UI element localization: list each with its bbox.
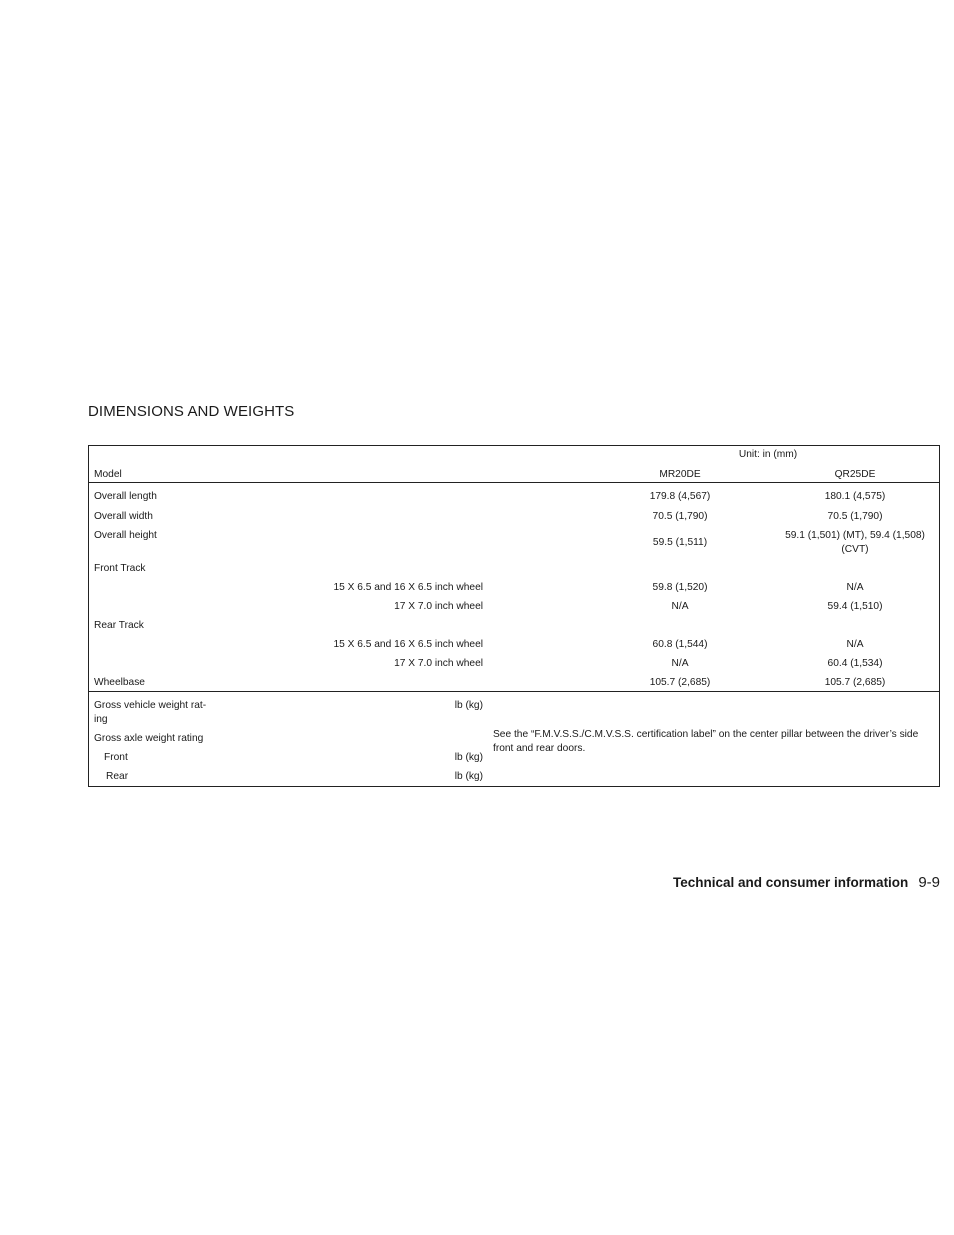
gvwr-unit: lb (kg) (454, 700, 483, 711)
gvwr-label-line1: Gross vehicle weight rat- (94, 700, 207, 711)
rear-track-wheel-17-qr25de: 60.4 (1,534) (827, 658, 883, 669)
overall-height-qr25de-line1: 59.1 (1,501) (MT), 59.4 (1,508) (785, 530, 925, 541)
rear-track-wheel-15-16-qr25de: N/A (846, 639, 864, 650)
front-track-wheel-17-label: 17 X 7.0 inch wheel (394, 601, 483, 612)
front-track-wheel-17-mr20de: N/A (671, 601, 689, 612)
rear-track-wheel-17-mr20de: N/A (671, 658, 689, 669)
section-title: DIMENSIONS AND WEIGHTS (88, 403, 295, 420)
overall-length-qr25de: 180.1 (4,575) (824, 491, 886, 502)
gawr-rear-label: Rear (106, 771, 129, 782)
overall-height-qr25de-line2: (CVT) (841, 544, 869, 555)
gawr-front-unit: lb (kg) (454, 752, 483, 763)
rear-track-wheel-17-label: 17 X 7.0 inch wheel (394, 658, 483, 669)
page-footer (673, 874, 940, 891)
gawr-rear-unit: lb (kg) (454, 771, 483, 782)
wheelbase-qr25de: 105.7 (2,685) (824, 677, 886, 688)
front-track-wheel-15-16-qr25de: N/A (846, 582, 864, 593)
dimensions-table (88, 445, 940, 787)
rear-track-wheel-15-16-label: 15 X 6.5 and 16 X 6.5 inch wheel (333, 639, 483, 650)
weight-note-line1: See the “F.M.V.S.S./C.M.V.S.S. certification label” on the center pillar between the driver’s side (493, 729, 919, 740)
footer-section-title: Technical and consumer information (673, 875, 909, 890)
overall-length-label: Overall length (94, 491, 157, 502)
overall-width-label: Overall width (94, 511, 153, 522)
model-label: Model (94, 469, 122, 480)
weights-divider (89, 691, 939, 692)
front-track-wheel-17-qr25de: 59.4 (1,510) (827, 601, 883, 612)
model-header-mr20de: MR20DE (659, 469, 701, 480)
front-track-wheel-15-16-mr20de: 59.8 (1,520) (652, 582, 708, 593)
header-divider (89, 482, 939, 483)
overall-width-qr25de: 70.5 (1,790) (827, 511, 883, 522)
model-header-qr25de: QR25DE (834, 469, 876, 480)
weight-note-line2: front and rear doors. (493, 743, 586, 754)
overall-length-mr20de: 179.8 (4,567) (649, 491, 711, 502)
front-track-label: Front Track (94, 563, 146, 574)
overall-width-mr20de: 70.5 (1,790) (652, 511, 708, 522)
gvwr-label-line2: ing (94, 714, 108, 725)
overall-height-mr20de: 59.5 (1,511) (652, 537, 708, 548)
page-number: 9-9 (918, 874, 940, 891)
unit-label: Unit: in (mm) (738, 449, 798, 460)
front-track-wheel-15-16-label: 15 X 6.5 and 16 X 6.5 inch wheel (333, 582, 483, 593)
gawr-label: Gross axle weight rating (94, 733, 204, 744)
wheelbase-label: Wheelbase (94, 677, 145, 688)
gawr-front-label: Front (104, 752, 128, 763)
overall-height-label: Overall height (94, 530, 157, 541)
wheelbase-mr20de: 105.7 (2,685) (649, 677, 711, 688)
rear-track-label: Rear Track (94, 620, 144, 631)
rear-track-wheel-15-16-mr20de: 60.8 (1,544) (652, 639, 708, 650)
